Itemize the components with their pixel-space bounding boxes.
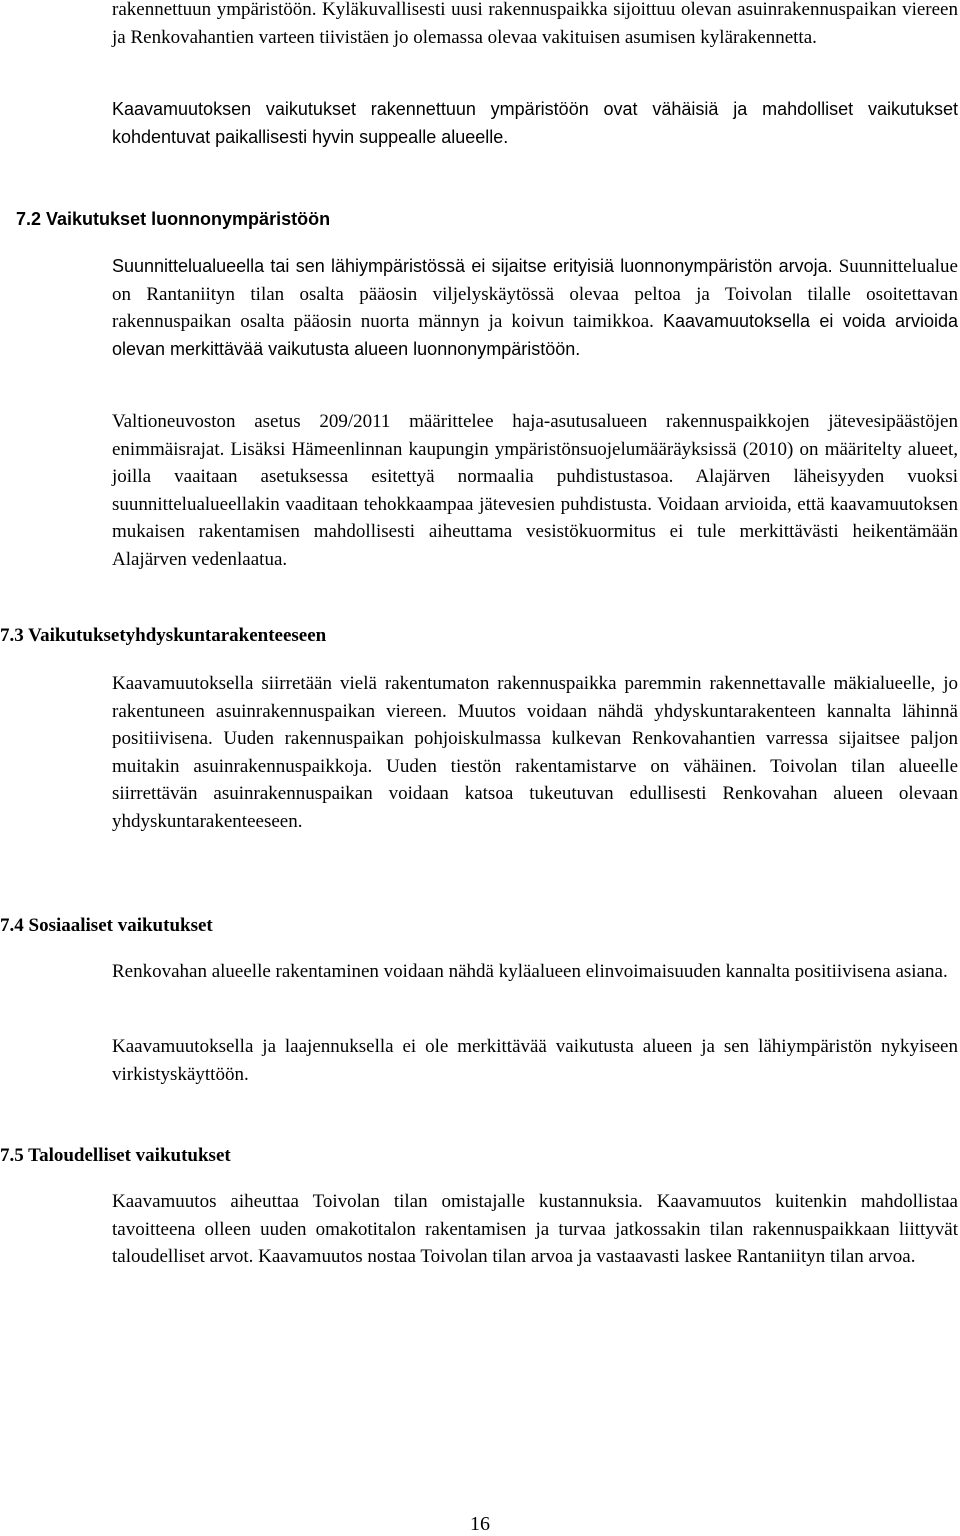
built-environment-paragraph: Kaavamuutoksen vaikutukset rakennettuun ympäristöön ovat vähäisiä ja mahdolliset vaikutukset kohdentuvat paikallisesti hyvin suppealle alueelle.: [112, 99, 958, 147]
section-7-5-paragraph-1: Kaavamuutos aiheuttaa Toivolan tilan omistajalle kustannuksia. Kaavamuutos kuitenkin mahdollistaa tavoitteena olleen uuden omakotitalon rakentamisen ja turvaa jatkossakin tilan rakennuspaikkaan liittyvät taloudelliset arvot. Kaavamuutos nostaa Toivolan tilan arvoa ja vastaavasti laskee Rantaniityn tilan arvoa.: [112, 1191, 958, 1267]
section-7-3-heading: 7.3 Vaikutuksetyhdyskuntarakenteeseen: [0, 625, 327, 646]
section-7-3-paragraph-1: Kaavamuutoksella siirretään vielä rakentumaton rakennuspaikka paremmin rakennettavalle mäkialueelle, jo rakentuneen asuinrakennuspaikan viereen. Muutos voidaan nähdä yhdyskuntarakenteen kannalta lähinnä positiivisena. Uuden rakennuspaikan pohjoiskulmassa kulkevan Renkovahantien varressa sijaitsee paljon muitakin asuinrakennuspaikkoja. Uuden tiestön rakentamistarve on vähäinen. Toivolan tilan alueelle siirrettävän asuinrakennuspaikan voidaan katsoa tukeutuvan edullisesti Renkovahan alueen olevaan yhdyskuntarakenteeseen.: [112, 673, 958, 832]
page-number: 16: [470, 1513, 490, 1535]
section-7-4-paragraph-2: Kaavamuutoksella ja laajennuksella ei ole merkittävää vaikutusta alueen ja sen lähiympäristön nykyiseen virkistyskäyttöön.: [112, 1036, 958, 1085]
section-7-2-paragraph-2: Valtioneuvoston asetus 209/2011 määrittelee haja-asutusalueen rakennuspaikkojen jätevesipäästöjen enimmäisrajat. Lisäksi Hämeenlinnan kaupungin ympäristönsuojelumääräyksissä (2010) on määritelty alueet, joilla vaaitaan asetuksessa esitettyä normaalia puhdistustasoa. Alajärven läheisyyden vuoksi suunnittelualueellakin vaaditaan tehokkaampaa jätevesien puhdistusta. Voidaan arvioida, että kaavamuutoksen mukaisen rakentamisen mahdollisesti aiheuttama vesistökuormitus ei tule merkittävästi heikentämään Alajärven vedenlaatua.: [112, 411, 958, 570]
section-7-2-p1-end: Kaavamuutoksella ei voida arvioida olevan merkittävää vaikutusta alueen luonnonympäristöön.: [112, 311, 958, 359]
section-7-2-paragraph-1: [112, 253, 958, 363]
intro-paragraph: rakennettuun ympäristöön. Kyläkuvallisesti uusi rakennuspaikka sijoittuu olevan asuinrakennuspaikan viereen ja Renkovahantien varteen tiivistäen jo olemassa olevaa vakituisen asumisen kylärakennetta.: [112, 0, 958, 48]
section-7-4-paragraph-1: Renkovahan alueelle rakentaminen voidaan nähdä kyläalueen elinvoimaisuuden kannalta positiivisena asiana.: [112, 961, 948, 982]
section-7-2-p1-sans: Suunnittelualueella tai sen lähiympäristössä ei sijaitse erityisiä luonnonympäristön arvoja.: [112, 256, 833, 276]
section-7-2-heading: 7.2 Vaikutukset luonnonympäristöön: [16, 209, 331, 229]
section-7-5-heading: 7.5 Taloudelliset vaikutukset: [0, 1145, 231, 1166]
section-7-2-p1-rest: Suunnittelualue on Rantaniityn tilan osalta pääosin viljelyskäytössä olevaa peltoa ja Toivolan tilalle osoitettavan rakennuspaikan osalta pääosin nuorta männyn ja koivun taimikkoa.: [112, 256, 958, 332]
section-7-4-heading: 7.4 Sosiaaliset vaikutukset: [0, 915, 213, 936]
